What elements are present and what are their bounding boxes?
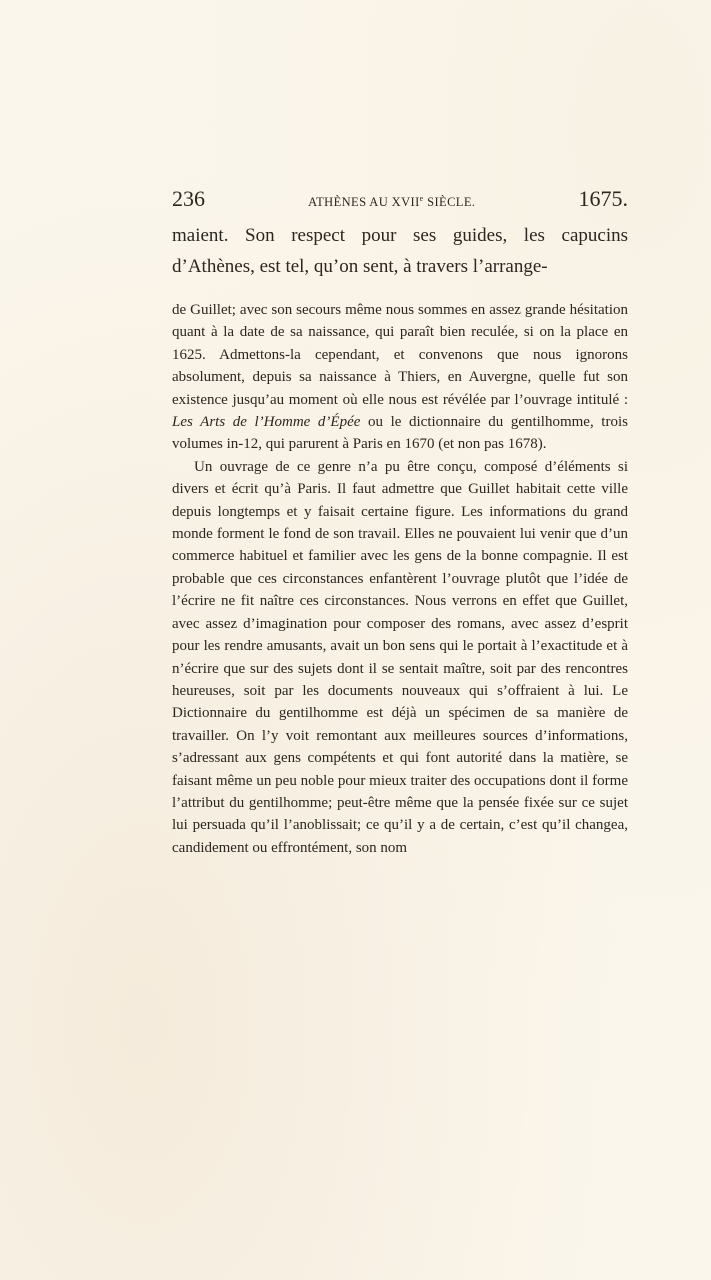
running-title-main: ATHÈNES AU XVII: [308, 195, 420, 209]
running-header: [172, 186, 628, 216]
note-paragraph-1-text-after: ou le dictionnaire du gentilhomme, trois volumes in-12, qui parurent à Paris en 1670 (et non pas 1678).: [172, 414, 628, 453]
note-paragraph-1-text-before: de Guillet; avec son secours même nous sommes en assez grande hésitation quant à la date de sa naissance, qui paraît bien reculée, si on la place en 1625. Admettons-la cependant, et convenons que nous ignorons absolument, depuis sa naissance à Thiers, en Auvergne, quelle fut son existence jusqu’au moment où elle nous est révélée par l’ouvrage intitulé :: [172, 302, 628, 408]
note-text-block: [172, 299, 628, 859]
page-number: 236: [172, 186, 205, 211]
book-title: Les Arts de l’Homme d’Épée: [172, 414, 361, 431]
running-title-end: SIÈCLE.: [423, 195, 476, 209]
running-title-superscript: e: [419, 193, 424, 203]
header-year: 1675.: [578, 186, 628, 211]
running-title: [308, 194, 475, 210]
note-paragraph-1: [172, 299, 628, 456]
main-text-paragraph: maient. Son respect pour ses guides, les capucins d’Athènes, est tel, qu’on sent, à travers l’arrange-: [172, 225, 628, 277]
main-text-block: [172, 220, 628, 282]
note-paragraph-2: Un ouvrage de ce genre n’a pu être conçu, composé d’éléments si divers et écrit qu’à Paris. Il faut admettre que Guillet habitait cette ville depuis longtemps et y faisait certaine figure. Les informations du grand monde forment le fond de son travail. Elles ne pouvaient lui venir que d’un commerce habituel et familier avec les gens de la bonne compagnie. Il est probable que ces circonstances enfantèrent l’ouvrage plutôt que l’idée de l’écrire ne fit naître ces circonstances. Nous verrons en effet que Guillet, avec assez d’imagination pour composer des romans, avec assez d’esprit pour les rendre amusants, avait un bon sens qui le portait à l’exactitude et à n’écrire que sur des sujets dont il se sentait maître, soit par des rencontres heureuses, soit par les documents nouveaux qui s’offraient à lui. Le Dictionnaire du gentilhomme est déjà un spécimen de sa manière de travailler. On l’y voit remontant aux meilleures sources d’informations, s’adressant aux gens compétents et qui font autorité dans la matière, se faisant même un peu noble pour mieux traiter des occupations dont il forme l’attribut du gentilhomme; peut-être même que la pensée fixée sur ce sujet lui persuada qu’il l’anoblissait; ce qu’il y a de certain, c’est qu’il changea, candidement ou effrontément, son nom: [172, 458, 628, 856]
